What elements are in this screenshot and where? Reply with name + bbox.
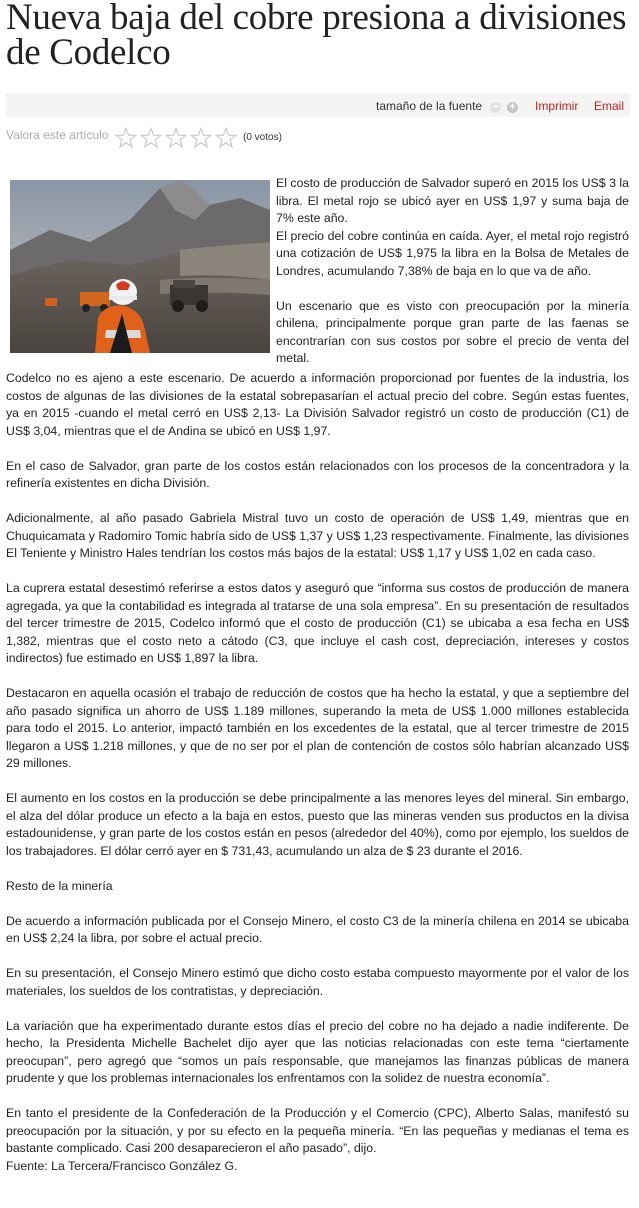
- article-source: Fuente: La Tercera/Francisco González G.: [6, 1158, 238, 1173]
- body-paragraph: Destacaron en aquella ocasión el trabajo de reducción de costos que ha hecho la estatal, y que a septiembre del año pasado significa un ahorro de US$ 1.189 millones, superando la meta de US$ 1.000 millones establecida para todo el 2015. Lo anterior, impactó también en los excedentes de la estatal, que al tercer trimestre de 2015 llegaron a US$ 1.218 millones, y que de no ser por el plan de contención de costos sólo habrían alcanzado US$ 29 millones.: [6, 686, 629, 770]
- article-toolbar: [6, 93, 630, 117]
- intro-paragraph: Un escenario que es visto con preocupación por la minería chilena, principalmente porque gran parte de las faenas se encontrarían con sus costos por sobre el precio de venta del metal.: [276, 298, 629, 365]
- body-paragraph: En su presentación, el Consejo Minero estimó que dicho costo estaba compuesto mayormente por el valor de los materiales, los sueldos de los contratistas, y depreciación.: [6, 966, 629, 998]
- decrease-font-icon[interactable]: −: [490, 102, 501, 113]
- intro-paragraph: El costo de producción de Salvador superó en 2015 los US$ 3 la libra. El metal rojo se ubicó ayer en US$ 1,97 y suma baja de 7% este año.: [276, 176, 629, 225]
- body-paragraph: El aumento en los costos en la producción se debe principalmente a las menores leyes del mineral. Sin embargo, el alza del dólar produce un efecto a la baja en estos, puesto que las mineras venden sus productos en la divisa estadounidense, y gran parte de los costos están en pesos (alrededor del 40%), como por ejemplo, los sueldos de los trabajadores. El dólar cerró ayer en $ 731,43, acumulando un alza de $ 23 durante el 2016.: [6, 791, 629, 858]
- section-heading: Resto de la minería: [6, 878, 113, 893]
- body-paragraph: En tanto el presidente de la Confederación de la Producción y el Comercio (CPC), Alberto Salas, manifestó su preocupación por la situación, y por su efecto en la pequeña minería. “En las pequeñas y medianas el tema es bastante complicado. Casi 200 desaparecieron el año pasado”, dijo.: [6, 1106, 629, 1155]
- rating-label: Valora este artículo: [6, 128, 109, 142]
- star-icon[interactable]: [215, 127, 237, 149]
- body-paragraph: En el caso de Salvador, gran parte de los costos están relacionados con los procesos de la concentradora y la refinería existentes en dicha División.: [6, 458, 629, 490]
- body-paragraph: Codelco no es ajeno a este escenario. De acuerdo a información proporcionad por fuentes de la industria, los costos de algunas de las divisiones de la estatal sobrepasarían el actual precio del cobre. Según estas fuentes, ya en 2015 -cuando el metal cerró en US$ 2,13- La División Salvador registró un costo de producción (C1) de US$ 3,04, mientras que el de Andina se ubicó en US$ 1,97.: [6, 371, 629, 438]
- body-paragraph: La variación que ha experimentado durante estos días el precio del cobre no ha dejado a nadie indiferente. De hecho, la Presidenta Michelle Bachelet dijo ayer que las noticias relacionadas con este tema “ciertamente preocupan”, pero agregó que “somos un país responsable, que manejamos las finanzas públicas de manera prudente y que los problemas internacionales los enfrentamos con la solidez de nuestra economía”.: [6, 1018, 629, 1085]
- star-icon[interactable]: [165, 127, 187, 149]
- star-icon[interactable]: [140, 127, 162, 149]
- article-body: [6, 175, 629, 1175]
- body-paragraph: De acuerdo a información publicada por el Consejo Minero, el costo C3 de la minería chilena en 2014 se ubicaba en US$ 2,24 la libra, por sobre el actual precio.: [6, 913, 629, 945]
- star-icon[interactable]: [115, 127, 137, 149]
- email-link[interactable]: Email: [594, 99, 625, 113]
- intro-paragraph: El precio del cobre continúa en caída. Ayer, el metal rojo registró una cotización de US$ 1,975 la libra en la Bolsa de Metales de Londres, acumulando 7,38% de baja en lo que va de año.: [276, 228, 629, 278]
- body-paragraph: La cuprera estatal desestimó referirse a estos datos y aseguró que “informa sus costos de producción de manera agregada, ya que la contabilidad es integrada al tratarse de una sola empresa”. En su presentación de resultados del tercer trimestre de 2015, Codelco informó que el costo de producción (C1) se ubicaba a esa fecha en US$ 1,382, mientras que el costo neto a cátodo (C3, que incluye el cash cost, depreciación, intereses y costos indirectos) fue estimado en US$ 1,897 la libra.: [6, 581, 629, 665]
- votes-count: (0 votos): [243, 132, 282, 143]
- print-link[interactable]: Imprimir: [535, 99, 579, 113]
- article-title: Nueva baja del cobre presiona a divisiones de Codelco: [6, 0, 627, 73]
- body-paragraph: Adicionalmente, al año pasado Gabriela Mistral tuvo un costo de operación de US$ 1,49, mientras que en Chuquicamata y Radomiro Tomic habría sido de US$ 1,37 y US$ 1,23 respectivamente. Finalmente, las divisiones El Teniente y Ministro Hales tendrían los costos más bajos de la estatal: US$ 1,17 y US$ 1,02 en cada caso.: [6, 511, 629, 560]
- article-intro: [276, 175, 629, 370]
- star-icon[interactable]: [190, 127, 212, 149]
- increase-font-icon[interactable]: +: [507, 102, 518, 113]
- font-size-label: tamaño de la fuente: [376, 99, 483, 113]
